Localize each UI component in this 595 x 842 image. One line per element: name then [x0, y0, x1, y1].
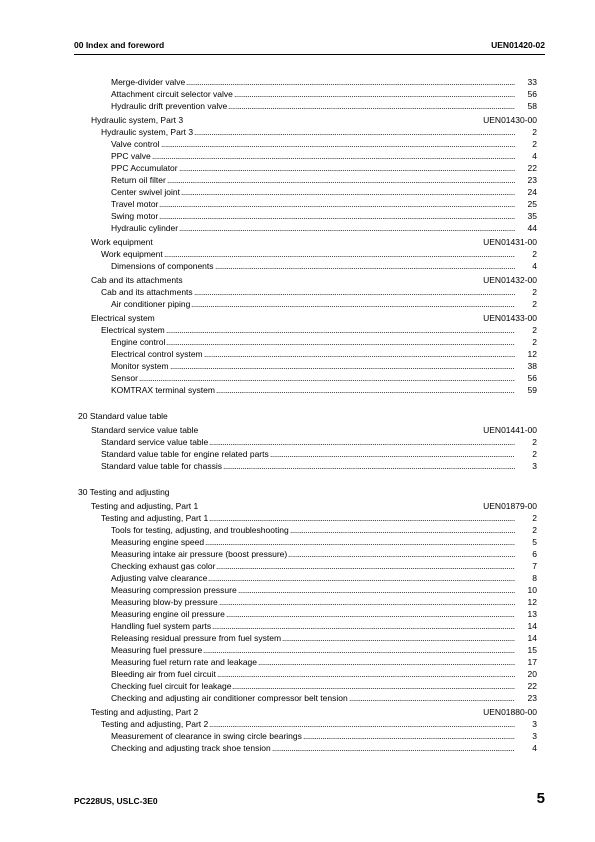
- dot-leader: [179, 222, 515, 234]
- dot-leader: [191, 298, 515, 310]
- dot-leader: [186, 76, 515, 88]
- toc-entry: [0, 248, 595, 260]
- toc-entry: [0, 668, 595, 680]
- toc-document-code: UEN01441-00: [483, 425, 537, 435]
- dot-leader: [216, 384, 515, 396]
- dot-leader: [203, 644, 515, 656]
- toc-page-number: 15: [527, 645, 537, 655]
- toc-page-number: 56: [527, 89, 537, 99]
- dot-leader: [282, 632, 515, 644]
- toc-entry-title: Testing and adjusting, Part 2: [91, 707, 199, 717]
- toc-entry-title: Work equipment: [101, 249, 163, 259]
- dot-leader: [209, 718, 515, 730]
- toc-entry-title: Cab and its attachments: [101, 287, 193, 297]
- toc-entry-title: Hydraulic system, Part 3: [101, 127, 194, 137]
- toc-page-number: 22: [527, 163, 537, 173]
- dot-leader: [303, 730, 515, 742]
- dot-leader: [226, 608, 515, 620]
- toc-entry-title: Checking fuel circuit for leakage: [111, 681, 232, 691]
- toc-entry: [0, 336, 595, 348]
- toc-document-code: UEN01433-00: [483, 313, 537, 323]
- toc-page-number: 20: [527, 669, 537, 679]
- dot-leader: [238, 584, 515, 596]
- toc-entry: [0, 76, 595, 88]
- toc-entry-title: Measuring blow-by pressure: [111, 597, 218, 607]
- page-number: 5: [536, 790, 545, 807]
- dot-leader: [216, 560, 515, 572]
- dot-leader: [166, 324, 515, 336]
- toc-entry: [0, 608, 595, 620]
- toc-page-number: 10: [527, 585, 537, 595]
- toc-page-number: 12: [527, 349, 537, 359]
- dot-leader: [288, 548, 515, 560]
- toc-page-number: 4: [532, 743, 537, 753]
- toc-page-number: 14: [527, 633, 537, 643]
- toc-entry: [0, 162, 595, 174]
- toc-document-code: UEN01431-00: [483, 237, 537, 247]
- toc-entry: [0, 596, 595, 608]
- toc-section: [0, 114, 595, 126]
- toc-entry: [0, 360, 595, 372]
- dot-leader: [215, 260, 515, 272]
- dot-leader: [152, 150, 515, 162]
- toc-page-number: 59: [527, 385, 537, 395]
- toc-entry-title: Work equipment: [91, 237, 153, 247]
- toc-entry-title: Dimensions of components: [111, 261, 214, 271]
- toc-entry: [0, 126, 595, 138]
- dot-leader: [228, 100, 515, 112]
- dot-leader: [290, 524, 515, 536]
- dot-leader: [217, 668, 515, 680]
- toc-entry-title: Sensor: [111, 373, 138, 383]
- toc-page-number: 56: [527, 373, 537, 383]
- toc-entry-title: Measuring engine oil pressure: [111, 609, 225, 619]
- dot-leader: [349, 692, 515, 704]
- dot-leader: [166, 336, 515, 348]
- toc-page-number: 2: [532, 513, 537, 523]
- toc-section: [0, 424, 595, 436]
- toc-entry-title: Hydraulic drift prevention valve: [111, 101, 228, 111]
- toc-page-number: 2: [532, 525, 537, 535]
- dot-leader: [234, 88, 515, 100]
- toc-entry: [0, 138, 595, 150]
- header-section-title: 00 Index and foreword: [74, 40, 165, 50]
- toc-entry-title: Measuring engine speed: [111, 537, 205, 547]
- toc-entry: [0, 372, 595, 384]
- toc-entry: [0, 298, 595, 310]
- toc-entry-title: Engine control: [111, 337, 166, 347]
- toc-page-number: 4: [532, 261, 537, 271]
- dot-leader: [272, 742, 515, 754]
- table-of-contents: [0, 76, 595, 754]
- toc-entry: [0, 88, 595, 100]
- toc-page-number: 44: [527, 223, 537, 233]
- toc-page-number: 2: [532, 449, 537, 459]
- toc-entry: [0, 512, 595, 524]
- toc-section: [0, 706, 595, 718]
- toc-entry: [0, 680, 595, 692]
- toc-page-number: 3: [532, 719, 537, 729]
- toc-page-number: 8: [532, 573, 537, 583]
- toc-section: [0, 236, 595, 248]
- toc-chapter: [0, 486, 595, 498]
- toc-page-number: 3: [532, 461, 537, 471]
- page-header: [74, 36, 545, 55]
- toc-page-number: 35: [527, 211, 537, 221]
- toc-page-number: 14: [527, 621, 537, 631]
- toc-entry: [0, 286, 595, 298]
- toc-entry: [0, 348, 595, 360]
- toc-entry-title: Measuring intake air pressure (boost pressure): [111, 549, 288, 559]
- dot-leader: [159, 198, 515, 210]
- toc-entry-title: PPC Accumulator: [111, 163, 178, 173]
- toc-entry-title: Adjusting valve clearance: [111, 573, 208, 583]
- toc-page-number: 2: [532, 287, 537, 297]
- toc-page-number: 12: [527, 597, 537, 607]
- header-document-code: UEN01420-02: [491, 40, 545, 50]
- toc-entry: [0, 572, 595, 584]
- toc-entry: [0, 632, 595, 644]
- toc-entry: [0, 524, 595, 536]
- dot-leader: [223, 460, 515, 472]
- dot-leader: [270, 448, 515, 460]
- toc-entry-title: KOMTRAX terminal system: [111, 385, 215, 395]
- toc-entry-title: Bleeding air from fuel circuit: [111, 669, 216, 679]
- toc-entry-title: Hydraulic system, Part 3: [91, 115, 184, 125]
- toc-page-number: 33: [527, 77, 537, 87]
- toc-section: [0, 274, 595, 286]
- toc-entry: [0, 536, 595, 548]
- dot-leader: [194, 286, 515, 298]
- dot-leader: [167, 174, 515, 186]
- dot-leader: [258, 656, 515, 668]
- toc-entry: [0, 198, 595, 210]
- footer-model: PC228US, USLC-3E0: [74, 796, 158, 806]
- toc-page-number: 23: [527, 693, 537, 703]
- toc-page-number: 7: [532, 561, 537, 571]
- toc-page-number: 2: [532, 249, 537, 259]
- dot-leader: [194, 126, 515, 138]
- toc-entry: [0, 584, 595, 596]
- toc-entry-title: Hydraulic cylinder: [111, 223, 179, 233]
- toc-entry: [0, 460, 595, 472]
- toc-entry: [0, 210, 595, 222]
- toc-entry: [0, 222, 595, 234]
- toc-page-number: 2: [532, 139, 537, 149]
- toc-entry-title: Measuring fuel pressure: [111, 645, 203, 655]
- toc-entry-title: Center swivel joint: [111, 187, 180, 197]
- toc-entry-title: Electrical system: [101, 325, 165, 335]
- toc-entry: [0, 186, 595, 198]
- toc-entry-title: Measuring compression pressure: [111, 585, 237, 595]
- toc-entry-title: Standard service value table: [91, 425, 199, 435]
- dot-leader: [219, 596, 515, 608]
- toc-entry: [0, 100, 595, 112]
- toc-entry-title: Air conditioner piping: [111, 299, 191, 309]
- dot-leader: [204, 348, 515, 360]
- toc-entry-title: Testing and adjusting, Part 2: [101, 719, 209, 729]
- toc-entry: [0, 324, 595, 336]
- toc-page-number: 2: [532, 337, 537, 347]
- toc-entry-title: 30 Testing and adjusting: [78, 487, 170, 497]
- toc-page-number: 25: [527, 199, 537, 209]
- toc-entry: [0, 730, 595, 742]
- toc-entry: [0, 436, 595, 448]
- toc-entry-title: Attachment circuit selector valve: [111, 89, 233, 99]
- toc-entry-title: Cab and its attachments: [91, 275, 183, 285]
- toc-entry-title: Checking exhaust gas color: [111, 561, 216, 571]
- toc-chapter: [0, 410, 595, 422]
- toc-document-code: UEN01880-00: [483, 707, 537, 717]
- toc-entry-title: PPC valve: [111, 151, 151, 161]
- toc-entry-title: Standard value table for engine related parts: [101, 449, 269, 459]
- toc-page-number: 38: [527, 361, 537, 371]
- toc-page-number: 13: [527, 609, 537, 619]
- dot-leader: [161, 138, 515, 150]
- toc-page-number: 5: [532, 537, 537, 547]
- toc-entry: [0, 560, 595, 572]
- toc-page-number: 2: [532, 299, 537, 309]
- toc-page-number: 6: [532, 549, 537, 559]
- toc-entry-title: Electrical control system: [111, 349, 203, 359]
- toc-section: [0, 500, 595, 512]
- toc-entry-title: Valve control: [111, 139, 160, 149]
- toc-entry-title: Releasing residual pressure from fuel system: [111, 633, 282, 643]
- toc-entry: [0, 384, 595, 396]
- toc-entry-title: Tools for testing, adjusting, and troubleshooting: [111, 525, 289, 535]
- toc-entry-title: Testing and adjusting, Part 1: [91, 501, 199, 511]
- toc-entry-title: Monitor system: [111, 361, 169, 371]
- dot-leader: [205, 536, 515, 548]
- toc-page-number: 4: [532, 151, 537, 161]
- toc-page-number: 2: [532, 437, 537, 447]
- toc-entry-title: Swing motor: [111, 211, 159, 221]
- toc-document-code: UEN01432-00: [483, 275, 537, 285]
- dot-leader: [232, 680, 515, 692]
- toc-page-number: 58: [527, 101, 537, 111]
- dot-leader: [212, 620, 515, 632]
- dot-leader: [209, 512, 515, 524]
- toc-page-number: 2: [532, 325, 537, 335]
- toc-entry: [0, 150, 595, 162]
- toc-document-code: UEN01430-00: [483, 115, 537, 125]
- toc-entry: [0, 620, 595, 632]
- toc-entry-title: Return oil filter: [111, 175, 166, 185]
- dot-leader: [209, 436, 515, 448]
- dot-leader: [179, 162, 515, 174]
- toc-entry: [0, 260, 595, 272]
- toc-entry: [0, 174, 595, 186]
- toc-entry: [0, 692, 595, 704]
- toc-entry-title: Handling fuel system parts: [111, 621, 212, 631]
- toc-entry-title: Checking and adjusting track shoe tension: [111, 743, 271, 753]
- toc-entry: [0, 718, 595, 730]
- toc-page-number: 24: [527, 187, 537, 197]
- toc-section: [0, 312, 595, 324]
- dot-leader: [164, 248, 515, 260]
- toc-page-number: 23: [527, 175, 537, 185]
- toc-entry: [0, 644, 595, 656]
- toc-entry: [0, 448, 595, 460]
- toc-entry-title: 20 Standard value table: [78, 411, 168, 421]
- toc-entry-title: Measuring fuel return rate and leakage: [111, 657, 258, 667]
- dot-leader: [208, 572, 515, 584]
- toc-entry-title: Standard value table for chassis: [101, 461, 222, 471]
- toc-entry-title: Checking and adjusting air conditioner compressor belt tension: [111, 693, 348, 703]
- toc-entry: [0, 742, 595, 754]
- dot-leader: [159, 210, 515, 222]
- toc-entry-title: Electrical system: [91, 313, 155, 323]
- toc-entry: [0, 548, 595, 560]
- toc-page-number: 22: [527, 681, 537, 691]
- toc-page-number: 3: [532, 731, 537, 741]
- toc-document-code: UEN01879-00: [483, 501, 537, 511]
- dot-leader: [139, 372, 515, 384]
- toc-page-number: 17: [527, 657, 537, 667]
- toc-entry-title: Travel motor: [111, 199, 159, 209]
- dot-leader: [170, 360, 515, 372]
- toc-entry-title: Measurement of clearance in swing circle bearings: [111, 731, 302, 741]
- toc-entry: [0, 656, 595, 668]
- toc-page-number: 2: [532, 127, 537, 137]
- toc-entry-title: Standard service value table: [101, 437, 209, 447]
- toc-entry-title: Merge-divider valve: [111, 77, 186, 87]
- dot-leader: [181, 186, 515, 198]
- toc-entry-title: Testing and adjusting, Part 1: [101, 513, 209, 523]
